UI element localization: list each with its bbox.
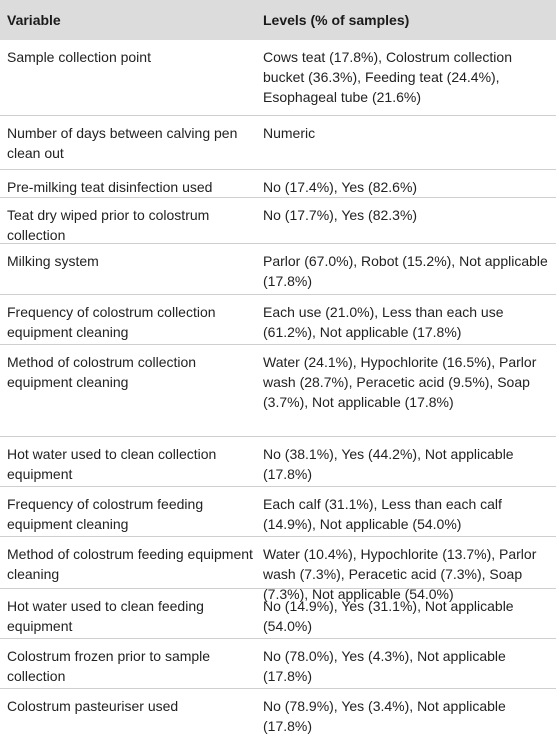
table-row	[0, 170, 556, 198]
table-row	[0, 295, 556, 345]
cell-levels: Numeric	[263, 125, 316, 141]
table-row	[0, 537, 556, 602]
cell-variable: Frequency of colostrum feeding equipment cleaning	[7, 496, 204, 532]
cell-variable: Hot water used to clean collection equipment	[7, 446, 217, 482]
table-row	[0, 639, 556, 689]
table-row	[0, 345, 556, 437]
table-header	[0, 0, 556, 40]
cell-variable: Pre-milking teat disinfection used	[7, 179, 213, 195]
cell-levels: Parlor (67.0%), Robot (15.2%), Not applicable (17.8%)	[263, 253, 548, 289]
cell-variable: Method of colostrum collection equipment cleaning	[7, 354, 197, 390]
table-row	[0, 198, 556, 244]
cell-levels: Water (24.1%), Hypochlorite (16.5%), Parlor wash (28.7%), Peracetic acid (9.5%), Soap (3.7%), Not applicable (17.8%)	[263, 354, 537, 410]
cell-variable: Teat dry wiped prior to colostrum collection	[7, 207, 210, 243]
cell-levels: Cows teat (17.8%), Colostrum collection bucket (36.3%), Feeding teat (24.4%), Esophageal tube (21.6%)	[263, 49, 512, 105]
cell-levels: No (78.9%), Yes (3.4%), Not applicable (17.8%)	[263, 698, 506, 734]
cell-levels: No (78.0%), Yes (4.3%), Not applicable (17.8%)	[263, 648, 506, 684]
cell-levels: Each use (21.0%), Less than each use (61.2%), Not applicable (17.8%)	[263, 304, 504, 340]
cell-variable: Colostrum frozen prior to sample collection	[7, 648, 211, 684]
cell-variable: Number of days between calving pen clean out	[7, 125, 238, 161]
cell-levels: Water (10.4%), Hypochlorite (13.7%), Parlor wash (7.3%), Peracetic acid (7.3%), Soap (7.3%), Not applicable (54.0%)	[263, 546, 537, 602]
table-row	[0, 244, 556, 295]
header-variable: Variable	[7, 12, 61, 28]
table-row	[0, 487, 556, 537]
table-row	[0, 116, 556, 170]
cell-levels: No (14.9%), Yes (31.1%), Not applicable (54.0%)	[263, 598, 514, 634]
cell-variable: Colostrum pasteuriser used	[7, 698, 179, 714]
table-row	[0, 437, 556, 487]
table-row	[0, 40, 556, 116]
cell-levels: No (17.4%), Yes (82.6%)	[263, 179, 418, 195]
header-levels: Levels (% of samples)	[263, 12, 410, 28]
table-row	[0, 589, 556, 639]
cell-variable: Milking system	[7, 253, 99, 269]
cell-levels: Each calf (31.1%), Less than each calf (14.9%), Not applicable (54.0%)	[263, 496, 502, 532]
cell-variable: Method of colostrum feeding equipment cleaning	[7, 546, 253, 582]
cell-levels: No (38.1%), Yes (44.2%), Not applicable (17.8%)	[263, 446, 514, 482]
cell-levels: No (17.7%), Yes (82.3%)	[263, 207, 418, 223]
cell-variable: Frequency of colostrum collection equipment cleaning	[7, 304, 216, 340]
cell-variable: Sample collection point	[7, 49, 151, 65]
cell-variable: Hot water used to clean feeding equipment	[7, 598, 204, 634]
table-row	[0, 689, 556, 741]
